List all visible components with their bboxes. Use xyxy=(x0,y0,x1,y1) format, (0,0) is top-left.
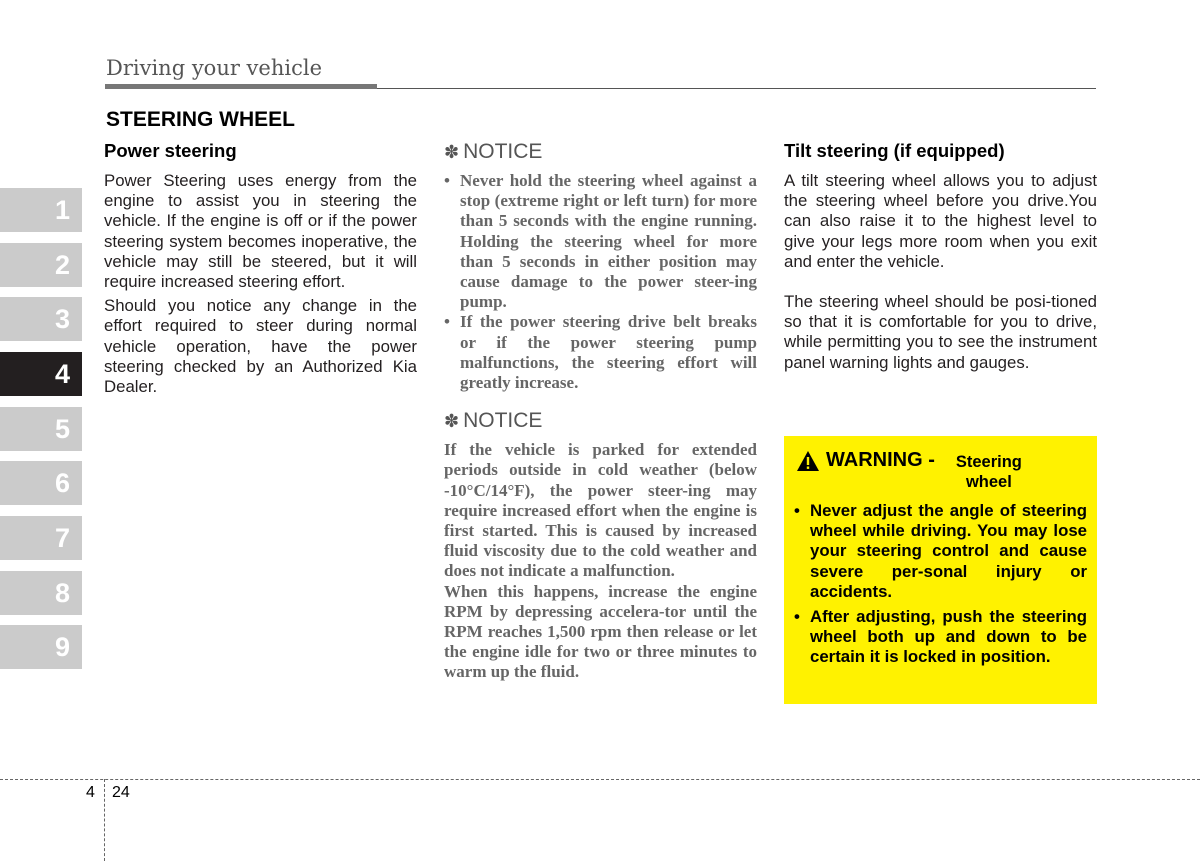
warning-label: WARNING - xyxy=(826,449,935,471)
list-item: • If the power steering drive belt breaks or if the power steering pump malfunctions, the steering effort will greatly increase. xyxy=(444,312,757,393)
column-notices xyxy=(444,140,757,683)
header-rule-thin xyxy=(377,88,1096,89)
warning-header xyxy=(794,448,1087,492)
footer-vertical-divider xyxy=(104,779,105,861)
paragraph: A tilt steering wheel allows you to adjust the steering wheel before you drive.You can also raise it to the highest level to give your legs more room when you exit and enter the vehicle. xyxy=(784,171,1097,271)
section-title: STEERING WHEEL xyxy=(106,108,296,131)
chapter-tab-2[interactable]: 2 xyxy=(0,243,82,287)
warning-list xyxy=(794,501,1087,668)
page-number: 24 xyxy=(112,784,130,801)
notice-title: ✽ NOTICE xyxy=(444,140,543,163)
list-item: • After adjusting, push the steering wheel both up and down to be certain it is locked in position. xyxy=(794,607,1087,667)
notice-paragraph: When this happens, increase the engine RPM by depressing accelera-tor until the RPM reaches 1,500 rpm then release or let the engine idle for two or three minutes to warm up the fluid. xyxy=(444,581,757,682)
chapter-tab-9[interactable]: 9 xyxy=(0,625,82,669)
chapter-tab-1[interactable]: 1 xyxy=(0,188,82,232)
paragraph: The steering wheel should be posi-tioned so that it is comfortable for you to drive, while permitting you to see the instrument panel warning lights and gauges. xyxy=(784,292,1097,372)
notice-paragraph: If the vehicle is parked for extended periods outside in cold weather (below -10°C/14°F), the power steer-ing may require increased effort when the engine is first started. This is caused by increased fluid viscosity due to the cold weather and does not indicate a malfunction. xyxy=(444,440,757,581)
page-chapter-number: 4 xyxy=(86,784,95,801)
list-item: • Never hold the steering wheel against a stop (extreme right or left turn) for more than 5 seconds with the engine running. Holding the steering wheel for more than 5 seconds in either position may cause damage to the power steer-ing pump. xyxy=(444,171,757,312)
chapter-tab-5[interactable]: 5 xyxy=(0,407,82,451)
chapter-tab-6[interactable]: 6 xyxy=(0,461,82,505)
list-item: • Never adjust the angle of steering wheel while driving. You may lose your steering control and cause severe per-sonal injury or accidents. xyxy=(794,501,1087,601)
subhead-tilt-steering: Tilt steering (if equipped) xyxy=(784,140,1005,161)
paragraph: Should you notice any change in the effort required to steer during normal vehicle operation, have the power steering checked by an Authorized Kia Dealer. xyxy=(104,296,417,397)
notice-title: ✽ NOTICE xyxy=(444,409,543,433)
notice-star-icon: ✽ xyxy=(444,411,460,433)
notice-star-icon: ✽ xyxy=(444,142,460,163)
warning-box xyxy=(784,436,1097,704)
column-power-steering xyxy=(104,140,417,401)
chapter-tab-7[interactable]: 7 xyxy=(0,516,82,560)
chapter-tab-3[interactable]: 3 xyxy=(0,297,82,341)
warning-subject: Steering wheel xyxy=(955,453,1022,491)
column-tilt-steering xyxy=(784,140,1097,377)
subhead-power-steering: Power steering xyxy=(104,140,237,161)
header-rule xyxy=(105,84,377,89)
paragraph: Power Steering uses energy from the engine to assist you in steering the vehicle. If the engine is off or if the power steering system becomes inoperative, the vehicle may still be steered, but it will require increased steering effort. xyxy=(104,171,417,292)
footer-divider xyxy=(0,779,1200,780)
chapter-tab-4[interactable]: 4 xyxy=(0,352,82,396)
notice-list xyxy=(444,171,757,393)
running-header: Driving your vehicle xyxy=(106,56,322,80)
warning-triangle-icon xyxy=(796,450,820,472)
chapter-tab-8[interactable]: 8 xyxy=(0,571,82,615)
